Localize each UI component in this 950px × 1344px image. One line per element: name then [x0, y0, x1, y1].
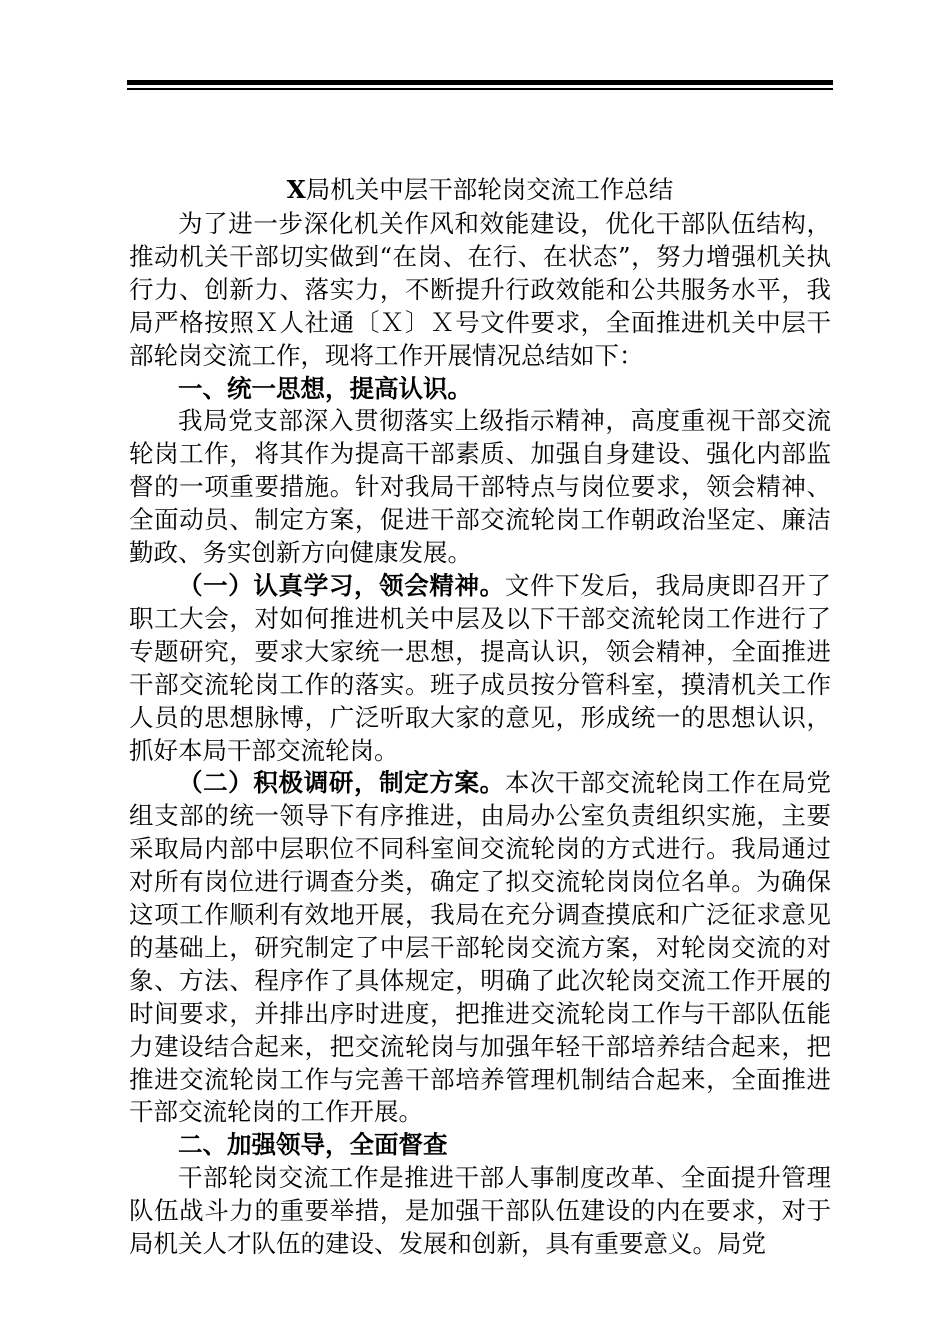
document-title [129, 172, 831, 208]
subsection-1-heading: （一）认真学习，领会精神。 [178, 570, 505, 600]
intro-paragraph: 为了进一步深化机关作风和效能建设，优化干部队伍结构，推动机关干部切实做到“在岗、在行、在状态”，努力增强机关执行力、创新力、落实力，不断提升行政效能和公共服务水平，我局严格按照Ｘ人社通〔Ｘ〕Ｘ号文件要求，全面推进机关中层干部轮岗交流工作，现将工作开展情况总结如下： [129, 209, 831, 370]
subsection-2-text: 本次干部交流轮岗工作在局党组支部的统一领导下有序推进，由局办公室负责组织实施，主要采取局内部中层职位不同科室间交流轮岗的方式进行。我局通过对所有岗位进行调查分类，确定了拟交流轮岗岗位名单。为确保这项工作顺利有效地开展，我局在充分调查摸底和广泛征求意见的基础上，研究制定了中层干部轮岗交流方案，对轮岗交流的对象、方法、程序作了具体规定，明确了此次轮岗交流工作开展的时间要求，并排出序时进度，把推进交流轮岗工作与干部队伍能力建设结合起来，把交流轮岗与加强年轻干部培养结合起来，把推进交流轮岗工作与完善干部培养管理机制结合起来，全面推进干部交流轮岗的工作开展。 [129, 768, 832, 1127]
title-prefix: X [286, 175, 306, 204]
subsection-1-text: 文件下发后，我局庚即召开了职工大会，对如何推进机关中层及以下干部交流轮岗工作进行了专题研究，要求大家统一思想，提高认识，领会精神，全面推进干部交流轮岗工作的落实。班子成员按分管科室，摸清机关工作人员的思想脉博，广泛听取大家的意见，形成统一的思想认识，抓好本局干部交流轮岗。 [129, 570, 832, 765]
title-text: 局机关中层干部轮岗交流工作总结 [305, 175, 674, 204]
header-rule-thick [127, 80, 833, 85]
subsection-2-paragraph [129, 767, 831, 1129]
subsection-2-heading: （二）积极调研，制定方案。 [178, 768, 505, 798]
header-rule-thin [127, 88, 833, 90]
subsection-1-paragraph [129, 570, 831, 767]
section-1-paragraph: 我局党支部深入贯彻落实上级指示精神，高度重视干部交流轮岗工作，将其作为提高干部素质、加强自身建设、强化内部监督的一项重要措施。针对我局干部特点与岗位要求，领会精神、全面动员、制定方案，促进干部交流轮岗工作朝政治坚定、廉洁勤政、务实创新方向健康发展。 [129, 406, 831, 568]
section-2-paragraph: 干部轮岗交流工作是推进干部人事制度改革、全面提升管理队伍战斗力的重要举措，是加强干部队伍建设的内在要求，对于局机关人才队伍的建设、发展和创新，具有重要意义。局党 [129, 1163, 831, 1259]
section-1-heading: 一、统一思想，提高认识。 [178, 373, 472, 403]
document-body [129, 172, 831, 1261]
section-2-heading: 二、加强领导，全面督查 [178, 1130, 448, 1160]
